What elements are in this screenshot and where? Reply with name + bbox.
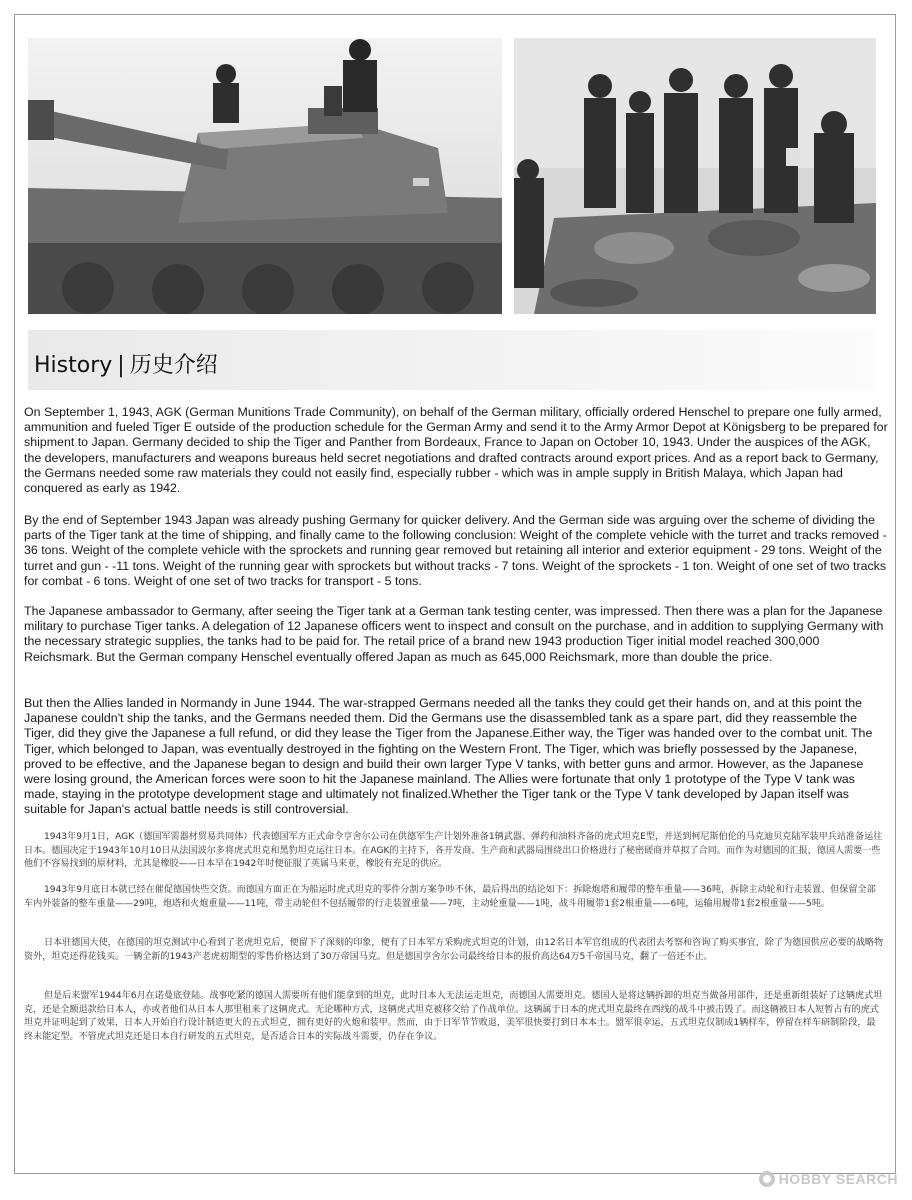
watermark-text: HOBBY SEARCH — [778, 1171, 898, 1187]
officers-photo-graphic — [514, 38, 876, 314]
officers-on-tank-photo — [514, 38, 876, 314]
watermark-logo-icon — [759, 1171, 775, 1187]
chinese-paragraph: 1943年9月1日，AGK（德国军需器材贸易共同体）代表德国军方正式命令亨舍尔公司在供德军生产计划外准备1辆武器、弹药和油料齐备的虎式坦克E型，并送到柯尼斯伯伦的马克迪贝克陆军装甲兵站准备运往日本。德国决定于1943年10月10日从法国波尔多将虎式坦克和黑豹坦克运往日本。在AGK的主持下，各开发商、生产商和武器局围绕出口价格进行了秘密磋商并草拟了合同。而作为对德国的汇报，德国人需要一些他们不容易找到的原材料，尤其是橡胶——日本早在1942年时便征服了英属马来亚，橡胶有充足的供应。 — [24, 832, 883, 870]
history-heading — [34, 348, 218, 379]
chinese-paragraph: 日本驻德国大使，在德国的坦克测试中心看到了老虎坦克后，便留下了深刻的印象，便有了日本军方采购虎式坦克的计划，由12名日本军官组成的代表团去考察和咨询了购买事宜，除了为德国供应必要的战略物资外，坦克还得花钱买。一辆全新的1943产老虎初期型的零售价格达到了30万帝国马克。但是德国亨舍尔公司最终给日本的报价高达64万5千帝国马克，翻了一倍还不止。 — [24, 938, 884, 962]
heading-separator: | — [117, 353, 125, 378]
history-heading-band — [28, 330, 876, 390]
tiger-tank-crew-photo — [28, 38, 502, 314]
heading-chinese: 历史介绍 — [129, 353, 218, 378]
english-paragraph: The Japanese ambassador to Germany, after seeing the Tiger tank at a German tank testing center, was impressed. Then there was a plan for the Japanese military to purchase Tiger tanks. A delegation of 12 Japanese officers went to inspect and consult on the purchase, and in addition to supplying Germany with the necessary strategic supplies, the tanks had to be paid for. The retail price of a brand new 1943 production Tiger initial model reached 300,000 Reichsmark. But the German company Henschel eventually offered Japan as much as 645,000 Reichsmark, more than double the price. — [24, 604, 884, 664]
english-paragraph: By the end of September 1943 Japan was already pushing Germany for quicker delivery. And the German side was arguing over the scheme of dividing the parts of the Tiger tank at the time of shipping, and finally came to the following conclusion: Weight of the complete vehicle with the turret and tracks removed - 36 tons. Weight of the complete vehicle with the sprockets and running gear removed but retaining all interior and exterior equipment - 29 tons. Weight of the turret and gun - -11 tons. Weight of the running gear with sprockets but without tracks - 7 tons. Weight of the sprockets - 1 ton. Weight of one set of two tracks for combat - 6 tons. Weight of one set of two tracks for transport - 5 tons. — [24, 513, 887, 588]
hobby-search-watermark — [759, 1168, 898, 1190]
english-paragraph: On September 1, 1943, AGK (German Munitions Trade Community), on behalf of the German military, officially ordered Henschel to prepare one fully armed, ammunition and fueled Tiger E outside of the production schedule for the German Army and send it to the Army Armor Depot at Königsberg to be prepared for shipment to Japan. Germany decided to ship the Tiger and Panther from Bordeaux, France to Japan on October 10, 1943. Under the auspices of the AGK, the developers, manufacturers and weapons bureaus held secret negotiations and drafted contracts around export prices. And as a report back to Germany, the Germans needed some raw materials they could not easily find, especially rubber - which was in ample supply in British Malaya, which Japan had conquered as early as 1942. — [24, 405, 888, 496]
english-paragraph: But then the Allies landed in Normandy in June 1944. The war-strapped Germans needed all the tanks they could get their hands on, and at this point the Japanese couldn't ship the tanks, and the Germans needed them. Did the Germans use the disassembled tank as a spare part, did they reassemble the Tiger, did they give the Japanese a full refund, or did they lease the Tiger from the Japanese.Either way, the Tiger was handed over to the combat unit. The Tiger, which belonged to Japan, was eventually destroyed in the fighting on the Western Front. The Tiger, which was briefly possessed by the Japanese, proved to be effective, and the Japanese began to design and build their own larger Type V tanks, with better guns and armor. However, as the Japanese were losing ground, the American forces were soon to hit the Japanese mainland. The Allies were fortunate that only 1 prototype of the Type V tank was made, staying in the prototype development stage and ultimately not finalized.Whether the Tiger tank or the Type V tank developed by Japan itself was suitable for Japan's actual battle needs is still controversial. — [24, 696, 873, 817]
heading-english: History — [34, 353, 113, 378]
tank-photo-graphic — [28, 38, 502, 314]
chinese-paragraph: 1943年9月底日本就已经在催促德国快些交货。而德国方面正在为船运时虎式坦克的零件分割方案争吵不休，最后得出的结论如下：拆除炮塔和履带的整车重量——36吨，拆除主动轮和行走装置、但保留全部车内外装备的整车重量——29吨，炮塔和火炮重量——11吨，带主动轮但不包括履带的行走装置重量——7吨，主动轮重量——1吨，战斗用履带1套2根重量——6吨，运输用履带1套2根重量——5吨。 — [24, 885, 876, 909]
chinese-paragraph: 但是后来盟军1944年6月在诺曼底登陆。战事吃紧的德国人需要所有他们能拿到的坦克，此时日本人无法运走坦克，而德国人需要坦克。德国人是将这辆拆卸的坦克当做备用部件，还是重新组装好了这辆虎式坦克，还是全额退款给日本人，亦或者他们从日本人那里租来了这辆虎式。无论哪种方式，这辆虎式坦克被移交给了作战单位。这辆属于日本的虎式坦克最终在西线的战斗中被击毁了。而这辆被日本人短暂占有的虎式坦克并证明起到了效果，日本人开始自行设计制造更大的五式坦克，拥有更好的火炮和装甲。然而，由于日军节节败退，美军很快要打到日本本土。盟军很幸运，五式坦克仅制成1辆样车，停留在样车研制阶段，最终未能定型。不管虎式坦克还是日本自行研发的五式坦克，是否适合日本的实际战斗需要，仍存在争议。 — [24, 991, 883, 1042]
